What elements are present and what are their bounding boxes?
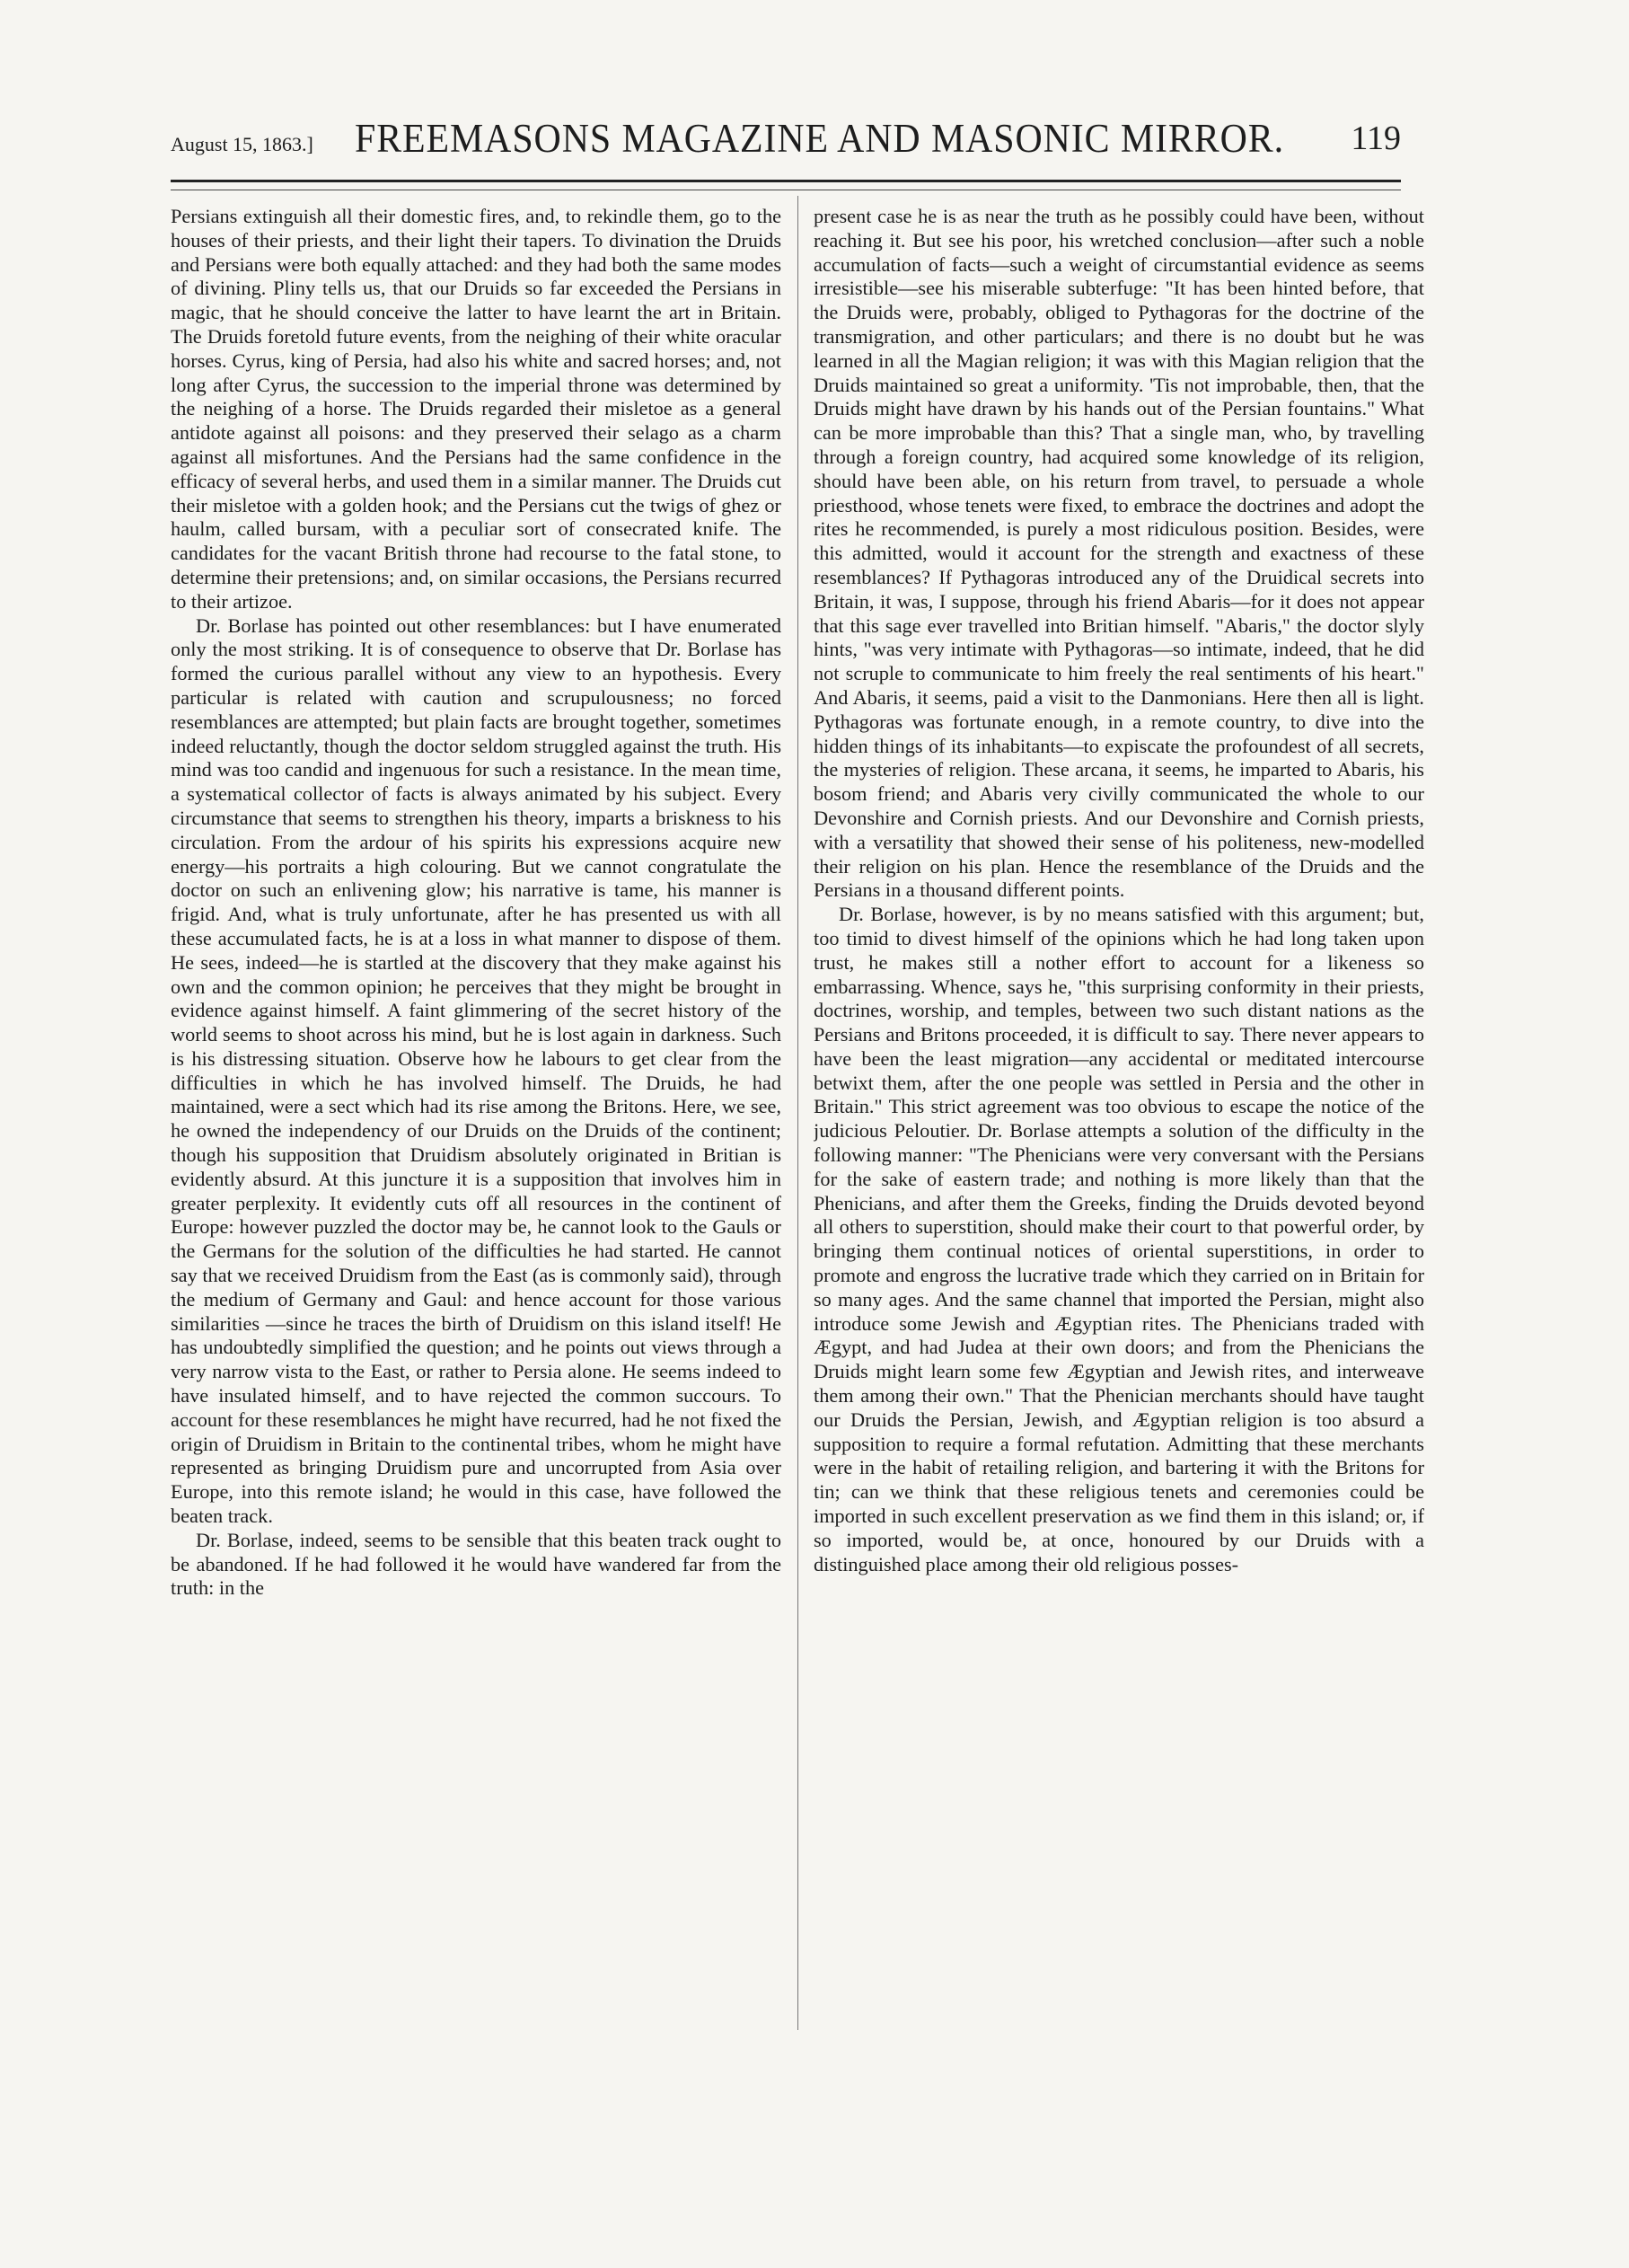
masthead-title: FREEMASONS MAGAZINE AND MASONIC MIRROR.	[355, 116, 1284, 161]
paragraph: Dr. Borlase, however, is by no means satisfied with this argument; but, too timid to divest himself of the opinions which he had long taken upon trust, he makes still a nother effort to account for a likeness so embarrassing. Whence, says he, "this surprising conformity in their priests, doctrines, worship, and temples, between two such distant nations as the Persians and Britons proceeded, it is difficult to say. There never appears to have been the least migration—any accidental or meditated intercourse betwixt them, after the one people was settled in Persia and the other in Britain." This strict agreement was too obvious to escape the notice of the judicious Peloutier. Dr. Borlase attempts a solution of the difficulty in the following manner: "The Phenicians were very conversant with the Persians for the sake of eastern trade; and nothing is more likely than that the Phenicians, and after them the Greeks, finding the Druids devoted beyond all others to superstition, should make their court to that powerful order, by bringing them continual notices of oriental superstitions, in order to promote and engross the lucrative trade which they carried on in Britain for so many ages. And the same channel that imported the Persian, might also introduce some Jewish and Ægyptian rites. The Phenicians traded with Ægypt, and had Judea at their own doors; and from the Phenicians the Druids might learn some few Ægyptian and Jewish rites, and interweave them among their own." That the Phenician merchants should have taught our Druids the Persian, Jewish, and Ægyptian religion is too absurd a supposition to require a formal refutation. Admitting that these merchants were in the habit of retailing religion, and bartering it with the Britons for tin; can we think that these religious tenets and ceremonies could be imported in such excellent preservation as we find them in this island; or, if so imported, would be, at once, honoured by our Druids with a distinguished place among their old religious posses-	[814, 903, 1424, 1575]
paragraph: present case he is as near the truth as he possibly could have been, without reaching it. But see his poor, his wretched conclusion—after such a noble accumulation of facts—such a weight of circumstantial evidence as seems irresistible—see his miserable subterfuge: "It has been hinted before, that the Druids were, probably, obliged to Pythagoras for the doctrine of the transmigration, and other particulars; and there is no doubt but he was learned in all the Magian religion; it was with this Magian religion that the Druids maintained so great a uniformity. 'Tis not improbable, then, that the Druids might have drawn by his hands out of the Persian fountains." What can be more improbable than this? That a single man, who, by travelling through a foreign country, had acquired some knowledge of its religion, should have been able, on his return from travel, to persuade a whole priesthood, whose tenets were fixed, to embrace the doctrines and adopt the rites he recommended, is purely a most ridiculous position. Besides, were this admitted, would it account for the strength and exactness of these resemblances? If Pythagoras introduced any of the Druidical secrets into Britain, it was, I suppose, through his friend Abaris—for it does not appear that this sage ever travelled into Britian himself. "Abaris," the doctor slyly hints, "was very intimate with Pythagoras—so intimate, indeed, that he did not scruple to communicate to him freely the real sentiments of his heart." And Abaris, it seems, paid a visit to the Danmonians. Here then all is light. Pythagoras was fortunate enough, in a remote country, to dive into the hidden things of its inhabitants—to expiscate the profoundest of all secrets, the mysteries of religion. These arcana, it seems, he imparted to Abaris, his bosom friend; and Abaris very civilly communicated the whole to our Devonshire and Cornish priests. And our Devonshire and Cornish priests, with a versatility that showed their sense of his politeness, new-modelled their religion on his plan. Hence the resemblance of the Druids and the Persians in a thousand different points.	[814, 205, 1424, 902]
header-rule-thick	[171, 180, 1401, 182]
column-divider	[797, 196, 798, 2030]
paragraph: Dr. Borlase has pointed out other resemblances: but I have enumerated only the most striking. It is of consequence to observe that Dr. Borlase has formed the curious parallel without any view to an hypothesis. Every particular is related with caution and scrupulousness; no forced resemblances are attempted; but plain facts are brought together, sometimes indeed reluctantly, though the doctor seldom struggled against the truth. His mind was too candid and ingenuous for such a resistance. In the mean time, a systematical collector of facts is always animated by his subject. Every circumstance that seems to strengthen his theory, imparts a briskness to his circulation. From the ardour of his spirits his expressions acquire new energy—his portraits a high colouring. But we cannot congratulate the doctor on such an enlivening glow; his narrative is tame, his manner is frigid. And, what is truly unfortunate, after he has presented us with all these accumulated facts, he is at a loss in what manner to dispose of them. He sees, indeed—he is startled at the discovery that they make against his own and the common opinion; he perceives that they might be brought in evidence against himself. A faint glimmering of the secret history of the world seems to shoot across his mind, but he is lost again in darkness. Such is his distressing situation. Observe how he labours to get clear from the difficulties in which he has involved himself. The Druids, he had maintained, were a sect which had its rise among the Britons. Here, we see, he owned the independency of our Druids on the Druids of the continent; though his supposition that Druidism absolutely originated in Britian is evidently absurd. At this juncture it is a supposition that involves him in greater perplexity. It evidently cuts off all resources in the continent of Europe: however puzzled the doctor may be, he cannot look to the Gauls or the Germans for the solution of the difficulties he had started. He cannot say that we received Druidism from the East (as is commonly said), through the medium of Germany and Gaul: and hence account for those various similarities —since he traces the birth of Druidism on this island itself! He has undoubtedly simplified the question; and he points out views through a very narrow vista to the East, or rather to Persia alone. He seems indeed to have insulated himself, and to have rejected the common succours. To account for these resemblances he might have recurred, had he not fixed the origin of Druidism in Britain to the continental tribes, whom he might have represented as bringing Druidism pure and uncorrupted from Asia over Europe, into this remote island; he would in this case, have followed the beaten track.	[171, 613, 781, 1528]
page-number: 119	[1351, 119, 1401, 157]
paragraph: Dr. Borlase, indeed, seems to be sensible that this beaten track ought to be abandoned. If he had followed it he would have wandered far from the truth: in the	[171, 1528, 781, 1600]
page-header	[171, 115, 1401, 169]
paragraph: Persians extinguish all their domestic fires, and, to rekindle them, go to the houses of their priests, and their light their tapers. To divination the Druids and Persians were both equally attached: and they had both the same modes of divining. Pliny tells us, that our Druids so far exceeded the Persians in magic, that he should conceive the latter to have learnt the art in Britain. The Druids foretold future events, from the neighing of their white oracular horses. Cyrus, king of Persia, had also his white and sacred horses; and, not long after Cyrus, the succession to the imperial throne was determined by the neighing of a horse. The Druids regarded their misletoe as a general antidote against all poisons: and they preserved their selago as a charm against all misfortunes. And the Persians had the same confidence in the efficacy of several herbs, and used them in a similar manner. The Druids cut their misletoe with a golden hook; and the Persians cut the twigs of ghez or haulm, called bursam, with a peculiar sort of consecrated knife. The candidates for the vacant British throne had recourse to the fatal stone, to determine their pretensions; and, on similar occasions, the Persians recurred to their artizoe.	[171, 205, 781, 613]
issue-date: August 15, 1863.]	[171, 133, 313, 155]
left-column	[171, 205, 781, 2028]
right-column	[814, 205, 1424, 2028]
